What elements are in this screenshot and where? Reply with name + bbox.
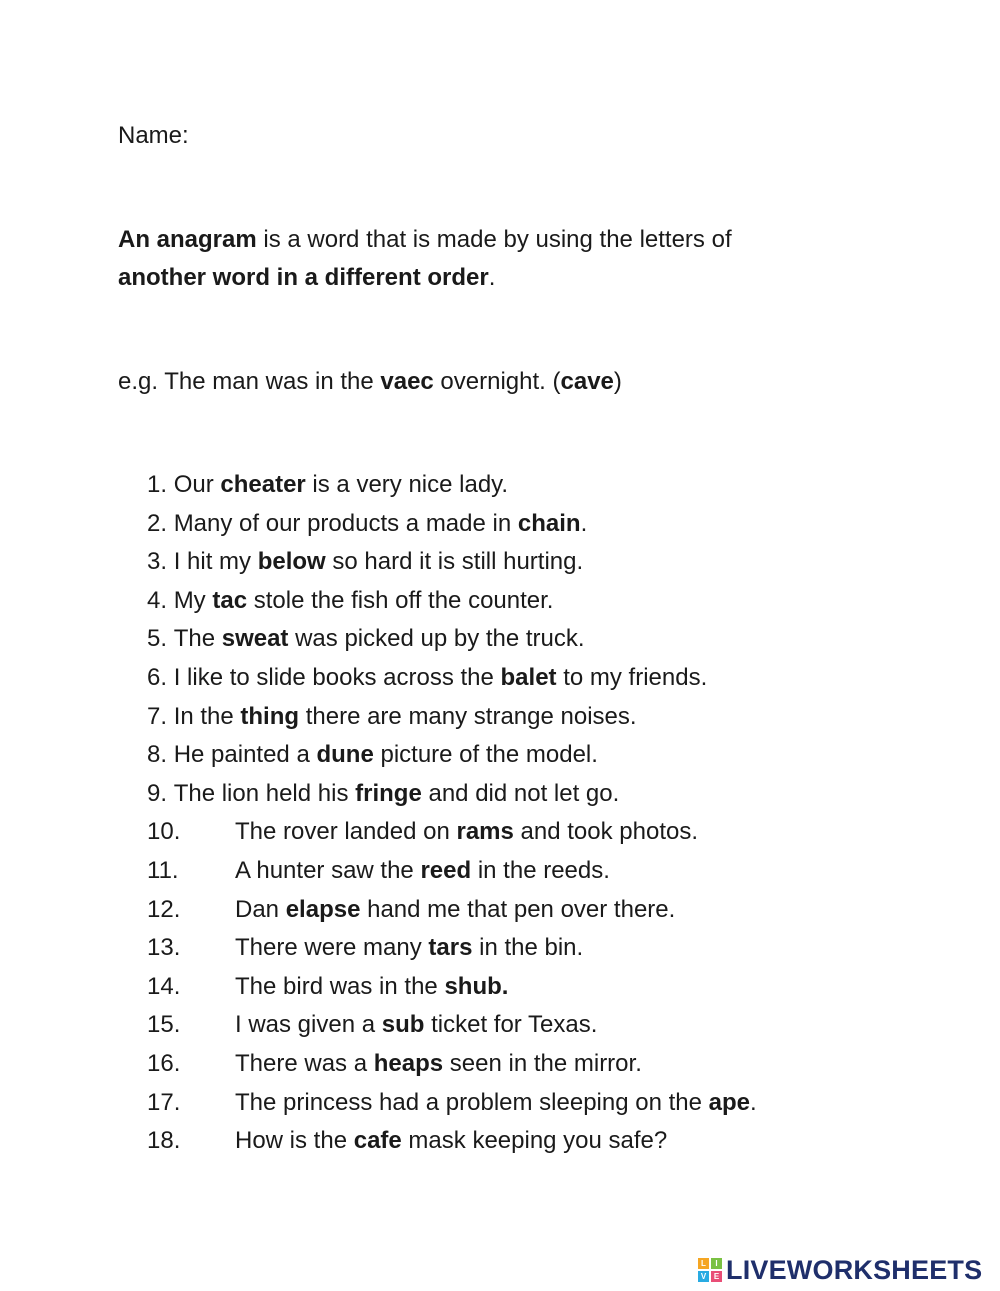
definition-term: An anagram: [118, 226, 257, 253]
item-anagram-word: ape: [708, 1088, 750, 1116]
item-after: .: [749, 1088, 757, 1116]
list-item: [147, 740, 757, 779]
item-anagram-word: thing: [240, 702, 300, 730]
item-number: 3.: [147, 548, 168, 576]
list-item: [147, 470, 757, 509]
definition-line-1: [118, 225, 732, 255]
item-after: picture of the model.: [373, 741, 598, 769]
logo-tile: I: [711, 1258, 722, 1269]
list-item: [147, 1088, 757, 1127]
list-item: [147, 509, 757, 548]
item-after: and did not let go.: [421, 779, 620, 807]
definition-text: is a word that is made by using the letters of: [256, 226, 732, 253]
example-line: [118, 367, 622, 397]
item-after: so hard it is still hurting.: [325, 548, 584, 576]
definition-end: .: [488, 264, 496, 291]
liveworksheets-logo: [698, 1255, 982, 1285]
item-after: seen in the mirror.: [443, 1049, 642, 1077]
item-after: mask keeping you safe?: [401, 1127, 668, 1155]
item-space: [167, 510, 174, 537]
item-space: [167, 664, 174, 691]
item-number: 4.: [147, 586, 168, 614]
item-number: 12.: [147, 895, 181, 923]
name-label: Name:: [118, 122, 189, 149]
item-before: How is the: [235, 1127, 354, 1155]
logo-tiles-icon: [698, 1258, 722, 1282]
item-before: I was given a: [235, 1011, 382, 1039]
item-space: [167, 741, 174, 768]
list-item: [147, 895, 757, 934]
item-anagram-word: balet: [500, 663, 557, 691]
list-item: [147, 972, 757, 1011]
item-number: 9.: [147, 779, 168, 807]
item-before: My: [173, 586, 213, 614]
item-before: A hunter saw the: [235, 856, 421, 884]
item-after: there are many strange noises.: [299, 702, 637, 730]
item-after: .: [580, 509, 588, 537]
definition-line-2: [118, 263, 495, 293]
item-number: 11.: [147, 856, 179, 884]
example-end: ): [613, 368, 622, 395]
item-anagram-word: sweat: [221, 625, 289, 653]
item-anagram-word: chain: [517, 509, 581, 537]
item-anagram-word: reed: [420, 856, 472, 884]
logo-tile: E: [711, 1271, 722, 1282]
item-space: [167, 625, 174, 652]
list-item: [147, 702, 757, 741]
item-before: The rover landed on: [235, 818, 457, 846]
item-number: 16.: [147, 1049, 181, 1077]
example-word: vaec: [380, 368, 434, 395]
list-item: [147, 1049, 757, 1088]
item-number: 17.: [147, 1088, 181, 1116]
sentence-list: [147, 470, 757, 1165]
list-item: [147, 856, 757, 895]
item-space: [167, 471, 174, 498]
list-item: [147, 624, 757, 663]
item-number: 7.: [147, 702, 168, 730]
item-space: [167, 780, 174, 807]
list-item: [147, 933, 757, 972]
item-anagram-word: rams: [456, 818, 514, 846]
item-anagram-word: below: [257, 548, 326, 576]
item-anagram-word: heaps: [373, 1049, 444, 1077]
item-anagram-word: elapse: [285, 895, 361, 923]
item-after: in the bin.: [472, 934, 584, 962]
item-after: is a very nice lady.: [305, 471, 509, 498]
item-before: Our: [173, 471, 221, 498]
item-number: 2.: [147, 509, 168, 537]
item-space: [167, 548, 174, 575]
list-item: [147, 779, 757, 818]
item-after: stole the fish off the counter.: [247, 586, 554, 614]
logo-tile: L: [698, 1258, 709, 1269]
item-before: In the: [173, 702, 241, 730]
item-number: 5.: [147, 625, 168, 653]
example-prefix: e.g. The man was in the: [118, 368, 381, 395]
list-item: [147, 817, 757, 856]
list-item: [147, 586, 757, 625]
item-before: There were many: [235, 934, 429, 962]
item-number: 10.: [147, 818, 181, 846]
item-anagram-word: shub.: [444, 972, 509, 1000]
item-space: [167, 587, 174, 614]
item-number: 1.: [147, 471, 168, 498]
item-number: 18.: [147, 1127, 181, 1155]
item-after: to my friends.: [556, 663, 708, 691]
item-after: ticket for Texas.: [424, 1011, 598, 1039]
item-before: The bird was in the: [235, 972, 445, 1000]
item-anagram-word: cafe: [353, 1127, 402, 1155]
item-before: I like to slide books across the: [173, 663, 501, 691]
list-item: [147, 547, 757, 586]
list-item: [147, 1126, 757, 1165]
item-before: There was a: [235, 1049, 374, 1077]
item-after: and took photos.: [513, 818, 698, 846]
item-number: 15.: [147, 1011, 181, 1039]
item-number: 13.: [147, 934, 181, 962]
item-anagram-word: tars: [428, 934, 473, 962]
item-anagram-word: dune: [316, 741, 374, 769]
item-before: The lion held his: [173, 779, 356, 807]
item-number: 8.: [147, 741, 168, 769]
example-answer: cave: [560, 368, 614, 395]
item-after: was picked up by the truck.: [288, 625, 585, 653]
item-before: I hit my: [173, 548, 258, 576]
list-item: [147, 663, 757, 702]
item-after: in the reeds.: [471, 856, 610, 884]
logo-tile: V: [698, 1271, 709, 1282]
item-space: [167, 703, 174, 730]
item-after: hand me that pen over there.: [360, 895, 676, 923]
item-number: 14.: [147, 972, 181, 1000]
item-anagram-word: tac: [212, 586, 248, 614]
item-anagram-word: cheater: [220, 471, 306, 498]
item-number: 6.: [147, 663, 168, 691]
logo-text: LIVEWORKSHEETS: [726, 1254, 983, 1285]
list-item: [147, 1010, 757, 1049]
item-before: Many of our products a made in: [173, 509, 518, 537]
item-before: Dan: [235, 895, 286, 923]
definition-emphasis: another word in a different order: [118, 264, 489, 291]
item-before: The: [173, 625, 222, 653]
example-mid: overnight. (: [433, 368, 561, 395]
item-before: He painted a: [173, 741, 317, 769]
item-before: The princess had a problem sleeping on the: [235, 1088, 709, 1116]
item-anagram-word: fringe: [355, 779, 422, 807]
item-anagram-word: sub: [381, 1011, 425, 1039]
